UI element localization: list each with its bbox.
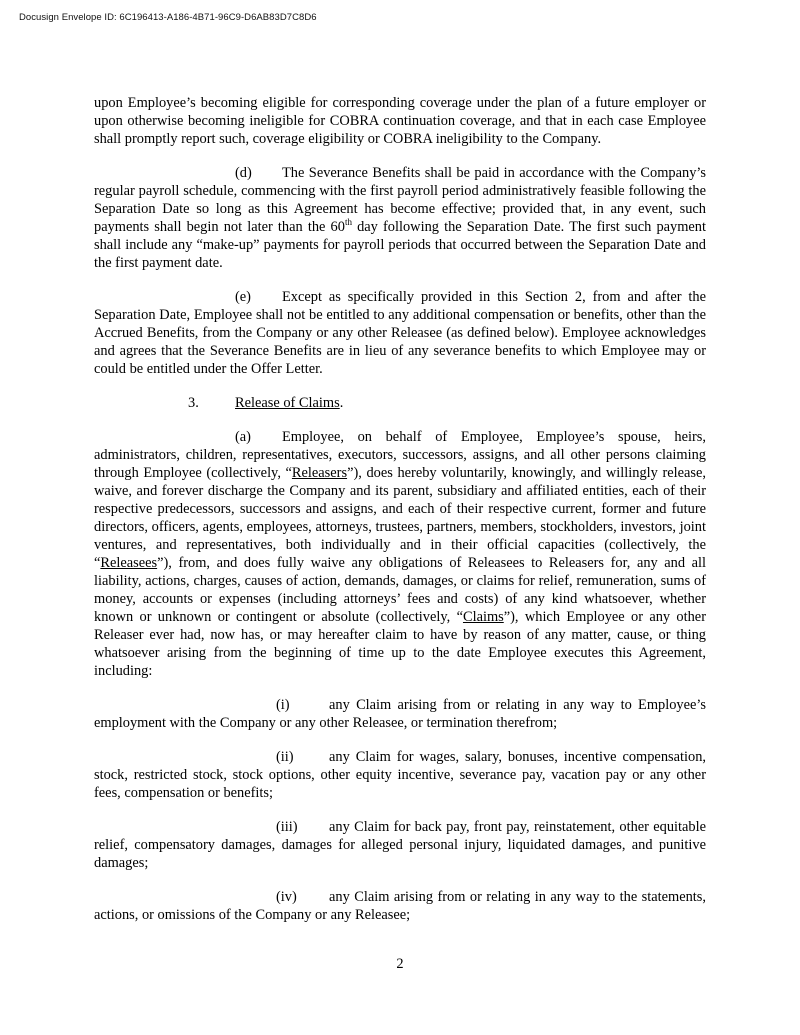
superscript-th: th bbox=[344, 217, 352, 228]
section-number: 3. bbox=[188, 395, 199, 411]
list-item bbox=[94, 748, 706, 802]
list-item-label: (iv) bbox=[276, 889, 297, 905]
paragraph-e-label: (e) bbox=[235, 289, 251, 305]
defined-term-releasers: Releasers bbox=[291, 465, 348, 481]
list-item bbox=[94, 888, 706, 924]
list-item-text: any Claim for wages, salary, bonuses, incentive compensation, stock, restricted stock, stock options, other equity incentive, severance pay, vacation pay or any other fees, compensation or benefits; bbox=[94, 749, 706, 801]
paragraph-continuation: upon Employee’s becoming eligible for corresponding coverage under the plan of a future employer or upon otherwise becoming ineligible for COBRA continuation coverage, and that in each case Employee shall promptly report such, coverage eligibility or COBRA ineligibility to the Company. bbox=[94, 95, 706, 147]
paragraph-d-label: (d) bbox=[235, 165, 252, 181]
paragraph-d-text: The Severance Benefits shall be paid in accordance with the Company’s regular payroll schedule, commencing with the first payroll period administratively feasible following the Separation Date so long as this Agreement has become effective; provided that, in any event, such payments shall begin not later than the 60 bbox=[94, 165, 706, 235]
page-number: 2 bbox=[396, 956, 404, 972]
list-item bbox=[94, 696, 706, 732]
list-item-label: (ii) bbox=[276, 749, 294, 765]
paragraph-e bbox=[94, 288, 706, 378]
list-item-label: (iii) bbox=[276, 819, 298, 835]
document-page bbox=[94, 94, 706, 940]
list-item-text: any Claim arising from or relating in any way to Employee’s employment with the Company or any other Releasee, or termination therefrom; bbox=[94, 697, 706, 731]
list-item-text: any Claim for back pay, front pay, reinstatement, other equitable relief, compensatory damages, damages for alleged personal injury, liquidated damages, and punitive damages; bbox=[94, 819, 706, 871]
paragraph-d-text-end: day following the Separation Date. The first such payment shall include any “make-up” payments for payroll periods that occurred between the Separation Date and the first payment date. bbox=[94, 219, 706, 271]
paragraph-d bbox=[94, 164, 706, 272]
section-3-heading: 3. Release of Claims. bbox=[188, 395, 344, 411]
defined-term-claims: Claims bbox=[462, 609, 504, 625]
paragraph-a: (a) Employee, on behalf of Employee, Employee’s spouse, heirs, administrators, children, representatives, executors, successors, assigns, and all other persons claiming through Employee (collectively, “Releasers”), does hereby voluntarily, knowingly, and willingly release, waive, and forever discharge the Company and its parent, subsidiary and affiliated entities, each of their respective predecessors, successors and assigns, and each of their respective current, former and future directors, officers, agents, employees, attorneys, trustees, partners, members, stockholders, investors, joint ventures, and representatives, both individually and in their official capacities (collectively, the “Releasees”), from, and does fully waive any obligations of Releasees to Releasers for, any and all liability, actions, charges, causes of action, demands, damages, or claims for relief, remuneration, sums of money, accounts or expenses (including attorneys’ fees and costs) of any kind whatsoever, whether known or unknown or contingent or absolute (collectively, “Claims”), which Employee or any other Releaser ever had, now has, or may hereafter claim to have by reason of any matter, cause, or thing whatsoever arising from the beginning of time up to the date Employee executes this Agreement, including: bbox=[94, 429, 706, 679]
section-title: Release of Claims bbox=[235, 395, 340, 411]
paragraph-e-text: Except as specifically provided in this Section 2, from and after the Separation Date, Employee shall not be entitled to any additional compensation or benefits, other than the Accrued Benefits, from the Company or any other Releasee (as defined below). Employee acknowledges and agrees that the Severance Benefits are in lieu of any severance benefits to which Employee may or could be entitled under the Offer Letter. bbox=[94, 289, 706, 377]
list-item-label: (i) bbox=[276, 697, 290, 713]
list-item bbox=[94, 818, 706, 872]
paragraph-a-label: (a) bbox=[235, 429, 251, 445]
list-item-text: any Claim arising from or relating in any way to the statements, actions, or omissions of the Company or any Releasee; bbox=[94, 889, 706, 923]
defined-term-releasees: Releasees bbox=[100, 555, 158, 571]
docusign-envelope-id: Docusign Envelope ID: 6C196413-A186-4B71-96C9-D6AB83D7C8D6 bbox=[19, 12, 317, 23]
